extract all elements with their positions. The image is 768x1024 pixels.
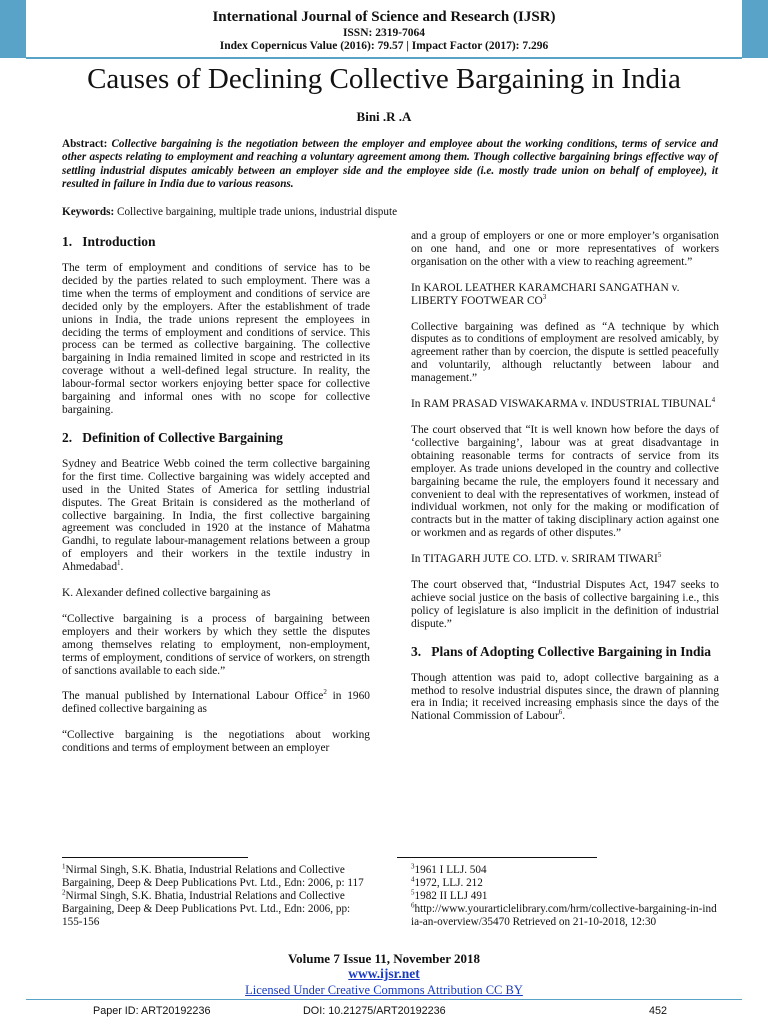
paragraph: [62, 690, 370, 716]
footnote-ref: 2: [323, 688, 327, 697]
paragraph: The court observed that, “Industrial Disputes Act, 1947 seeks to achieve social justice on the basis of collective bargaining i.e., this policy of legislature is also implicit in the definition of industrial dispute.”: [411, 579, 719, 630]
footnote: [411, 900, 719, 929]
paragraph-text: in 1960 defined collective bargaining as: [62, 690, 370, 716]
footnote-ref: 6: [558, 708, 563, 717]
footnote-text: 1972, LLJ. 212: [414, 876, 483, 889]
footnote: [411, 864, 719, 877]
footnote-text: 1961 I LLJ. 504: [414, 864, 487, 876]
footnote-number: 3: [411, 862, 415, 871]
journal-website-link[interactable]: www.ijsr.net: [348, 966, 420, 981]
paragraph: The term of employment and conditions of service has to be decided by the parties related to such employment. There was a time when the terms of employment and conditions of service are decided only by the employers. After the establishment of trade unions in India, the trade unions represent the employees in deciding the terms of employment and conditions of service. This process can be termed as collective bargaining. The collective bargaining in India remained limited in scope and restricted in its coverage without a well-defined legal structure. In reality, the labour-formal sector workers enjoying better space for collective bargaining and informal ones with no scope for collective bargaining.: [62, 262, 370, 416]
paragraph: [411, 672, 719, 724]
footnote: [62, 864, 372, 890]
footnote-url-text[interactable]: http://www.yourarticlelibrary.com/hrm/collective-bargaining-in-india-an-overview/35470 Retrieved on 21-10-2018, 12:30: [411, 902, 717, 928]
paragraph: [62, 458, 370, 574]
paper-title: Causes of Declining Collective Bargaining in India: [87, 63, 681, 95]
footnote-number: 5: [411, 888, 415, 897]
right-column: [411, 230, 719, 736]
page-number: 452: [649, 1005, 668, 1017]
footnote-text: Nirmal Singh, S.K. Bhatia, Industrial Relations and Collective Bargaining, Deep & Deep Publications Pvt. Ltd., Edn: 2006, p: 117: [62, 864, 364, 889]
footnote: [411, 877, 719, 890]
footnote-ref: 4: [711, 396, 716, 405]
case-citation: [411, 398, 719, 411]
footnote-ref: 3: [542, 292, 547, 301]
case-name: In RAM PRASAD VISWAKARMA v. INDUSTRIAL TIBUNAL: [411, 398, 712, 411]
section-heading-definition: 2. Definition of Collective Bargaining: [62, 429, 283, 445]
footnote-number: 2: [62, 888, 66, 897]
quote-paragraph: “Collective bargaining is the negotiations about working conditions and terms of employment between an employer: [62, 729, 370, 755]
keywords-text: Collective bargaining, multiple trade unions, industrial dispute: [117, 206, 398, 218]
paragraph-end: .: [120, 561, 124, 574]
quote-paragraph: and a group of employers or one or more employer’s organisation on one hand, and one or more representatives of workers organisation on the other with a view to reaching agreement.”: [411, 230, 719, 268]
case-citation: [411, 553, 719, 566]
abstract-text: Collective bargaining is the negotiation between the employer and employee about the working conditions, terms of service and other aspects relating to employment and reaching a voluntary agreement among them. Though collective bargaining brings effective way of settling industrial disputes amicably between an employer side and the employee side (i.e. mostly trade union on behalf of employee), it resulted in failure in India due to various reasons.: [62, 138, 719, 190]
footnote-text: Nirmal Singh, S.K. Bhatia, Industrial Relations and Collective Bargaining, Deep & Deep Publications Pvt. Ltd., Edn: 2006, pp: 155-156: [62, 889, 351, 928]
footnotes-right: [411, 864, 719, 929]
footnote: [411, 890, 719, 903]
license-link[interactable]: Licensed Under Creative Commons Attribution CC BY: [245, 983, 523, 997]
case-name: In TITAGARH JUTE CO. LTD. v. SRIRAM TIWARI: [411, 553, 658, 566]
footnote-number: 6: [411, 900, 415, 909]
quote-paragraph: “Collective bargaining is a process of bargaining between employers and their workers by which they settle the disputes among themselves relating to employment, non-employment, terms of employment, conditions of service of workers, on strength of sanctions available to each side.”: [62, 612, 370, 677]
keywords-label: Keywords:: [62, 206, 115, 218]
abstract-label: Abstract:: [62, 138, 108, 150]
footnote-ref: 5: [657, 551, 662, 560]
case-name: In KAROL LEATHER KARAMCHARI SANGATHAN v. LIBERTY FOOTWEAR CO: [411, 281, 680, 307]
case-citation: [411, 282, 719, 308]
footnote-number: 1: [62, 862, 66, 871]
left-column: [62, 230, 370, 768]
paragraph: K. Alexander defined collective bargaining as: [62, 587, 271, 600]
section-heading-introduction: 1. Introduction: [62, 234, 156, 249]
paragraph-text: The manual published by International Labour Office: [62, 690, 324, 703]
footnotes-left: [62, 864, 372, 929]
footnote-number: 4: [411, 875, 415, 884]
abstract: [62, 138, 718, 191]
footnote: [62, 890, 372, 929]
paragraph-text: Though attention was paid to, adopt collective bargaining as a method to resolve industrial disputes since, the drawn of planning era in India; it received increasing emphasis since the days of the National Commission of Labour: [411, 671, 719, 723]
footnote-divider-right: [397, 857, 597, 858]
journal-title: International Journal of Science and Research (IJSR): [212, 9, 556, 25]
volume-issue: Volume 7 Issue 11, November 2018: [287, 951, 481, 966]
header-divider: [26, 57, 742, 59]
doi: DOI: 10.21275/ART20192236: [303, 1005, 446, 1017]
footnote-text: 1982 II LLJ 491: [414, 889, 488, 902]
journal-index: Index Copernicus Value (2016): 79.57 | Impact Factor (2017): 7.296: [219, 40, 549, 52]
paragraph-text: Sydney and Beatrice Webb coined the term collective bargaining for the first time. Collective bargaining was widely accepted and used in the United States of America for settling industrial disputes. The Great Britain is considered as the motherland of collective bargaining. In India, the first collective bargaining agreement was concluded in 1920 at the instance of Mahatma Gandhi, to regulate labour-management relations between a group of employers and their workers in the textile industry in Ahmedabad: [62, 457, 370, 574]
journal-issn: ISSN: 2319-7064: [342, 27, 426, 39]
footnote-ref: 1: [117, 559, 121, 568]
footer-divider: [26, 999, 742, 1000]
footnote-divider-left: [62, 857, 248, 858]
paragraph: Collective bargaining was defined as “A technique by which disputes as to conditions of employment are resolved amicably, by agreement rather than by coercion, the dispute is settled peacefully and voluntarily, although reluctantly between labour and management.”: [411, 320, 719, 385]
section-heading-plans: 3. Plans of Adopting Collective Bargaining in India: [411, 643, 712, 659]
paragraph: The court observed that “It is well known how before the days of ‘collective bargaining’, labour was at great disadvantage in obtaining reasonable terms for contracts of service from its employer. As trade unions developed in the country and collective bargaining became the rule, the employers found it necessary and convenient to deal with the representatives of workmen, instead of individual workmen, not only for the making or modification of contracts but in the matter of taking disciplinary action against one or workmen and as regards of other disputes.”: [411, 423, 719, 540]
paper-author: Bini .R .A: [356, 109, 412, 124]
paper-id: Paper ID: ART20192236: [93, 1005, 211, 1017]
paragraph-end: .: [562, 710, 566, 723]
keywords: [62, 206, 397, 218]
